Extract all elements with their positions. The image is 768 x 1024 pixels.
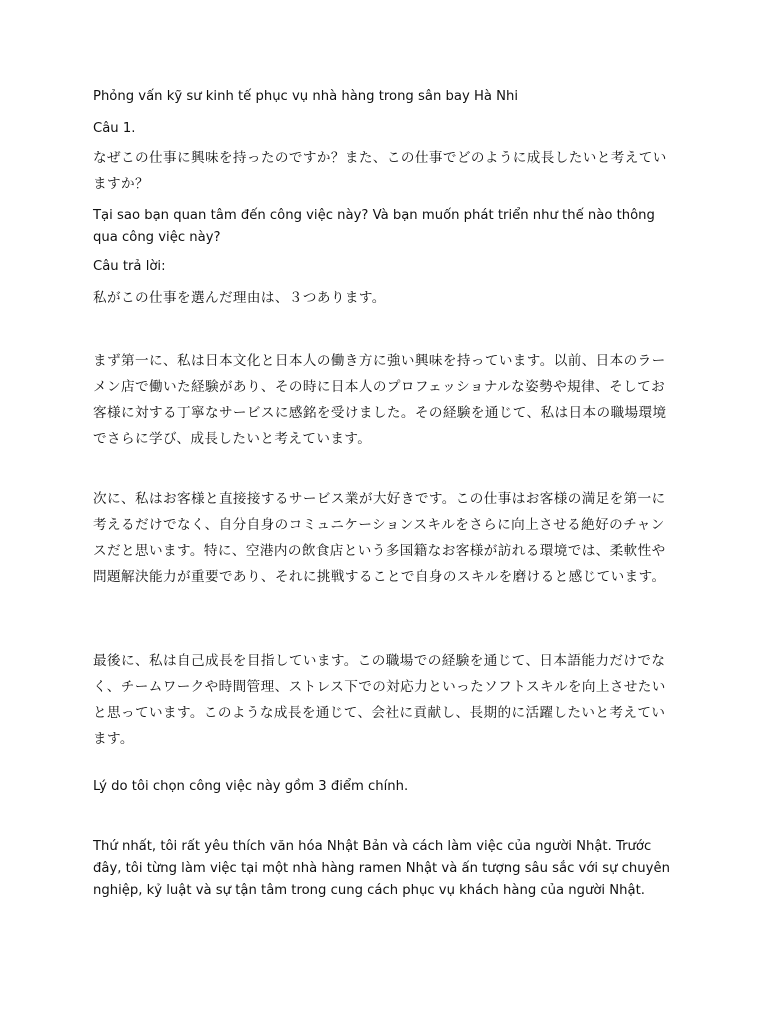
answer-paragraph-japanese-2: 次に、私はお客様と直接接するサービス業が大好きです。この仕事はお客様の満足を第一に考えるだけでなく、自分自身のコミュニケーションスキルをさらに向上させる絶好のチャンスだと思います。特に、空港内の飲食店という多国籍なお客様が訪れる環境では、柔軟性や問題解決能力が重要であり、それに挑戦することで自身のスキルを磨けると感じています。 (93, 491, 666, 585)
question-japanese: なぜこの仕事に興味を持ったのですか？また、この仕事でどのように成長したいと考えていますか？ (93, 150, 667, 192)
answer-intro-vietnamese: Lý do tôi chọn công việc này gồm 3 điểm chính. (93, 779, 409, 794)
answer-paragraph-vietnamese-1: Thứ nhất, tôi rất yêu thích văn hóa Nhật Bản và cách làm việc của người Nhật. Trước đây, tôi từng làm việc tại một nhà hàng ramen Nhật và ấn tượng sâu sắc với sự chuyên nghiệp, kỷ luật và sự tận tâm trong cung cách phục vụ khách hàng của người Nhật. (93, 839, 670, 898)
answer-paragraph-japanese-3: 最後に、私は自己成長を目指しています。この職場での経験を通じて、日本語能力だけでなく、チームワークや時間管理、ストレス下での対応力といったソフトスキルを向上させたいと思っています。このような成長を通じて、会社に貢献し、長期的に活躍したいと考えています。 (93, 653, 666, 747)
answer-paragraph-japanese-1: まず第一に、私は日本文化と日本人の働き方に強い興味を持っています。以前、日本のラーメン店で働いた経験があり、その時に日本人のプロフェッショナルな姿勢や規律、そしてお客様に対する丁寧なサービスに感銘を受けました。その経験を通じて、私は日本の職場環境でさらに学び、成長したいと考えています。 (93, 353, 667, 447)
answer-label: Câu trả lời: (93, 259, 166, 274)
question-label: Câu 1. (93, 121, 136, 136)
question-vietnamese: Tại sao bạn quan tâm đến công việc này? Và bạn muốn phát triển như thế nào thông qua công việc này? (93, 208, 655, 245)
document-title: Phỏng vấn kỹ sư kinh tế phục vụ nhà hàng trong sân bay Hà Nhi (93, 89, 519, 104)
answer-intro-japanese: 私がこの仕事を選んだ理由は、３つあります。 (93, 290, 386, 306)
